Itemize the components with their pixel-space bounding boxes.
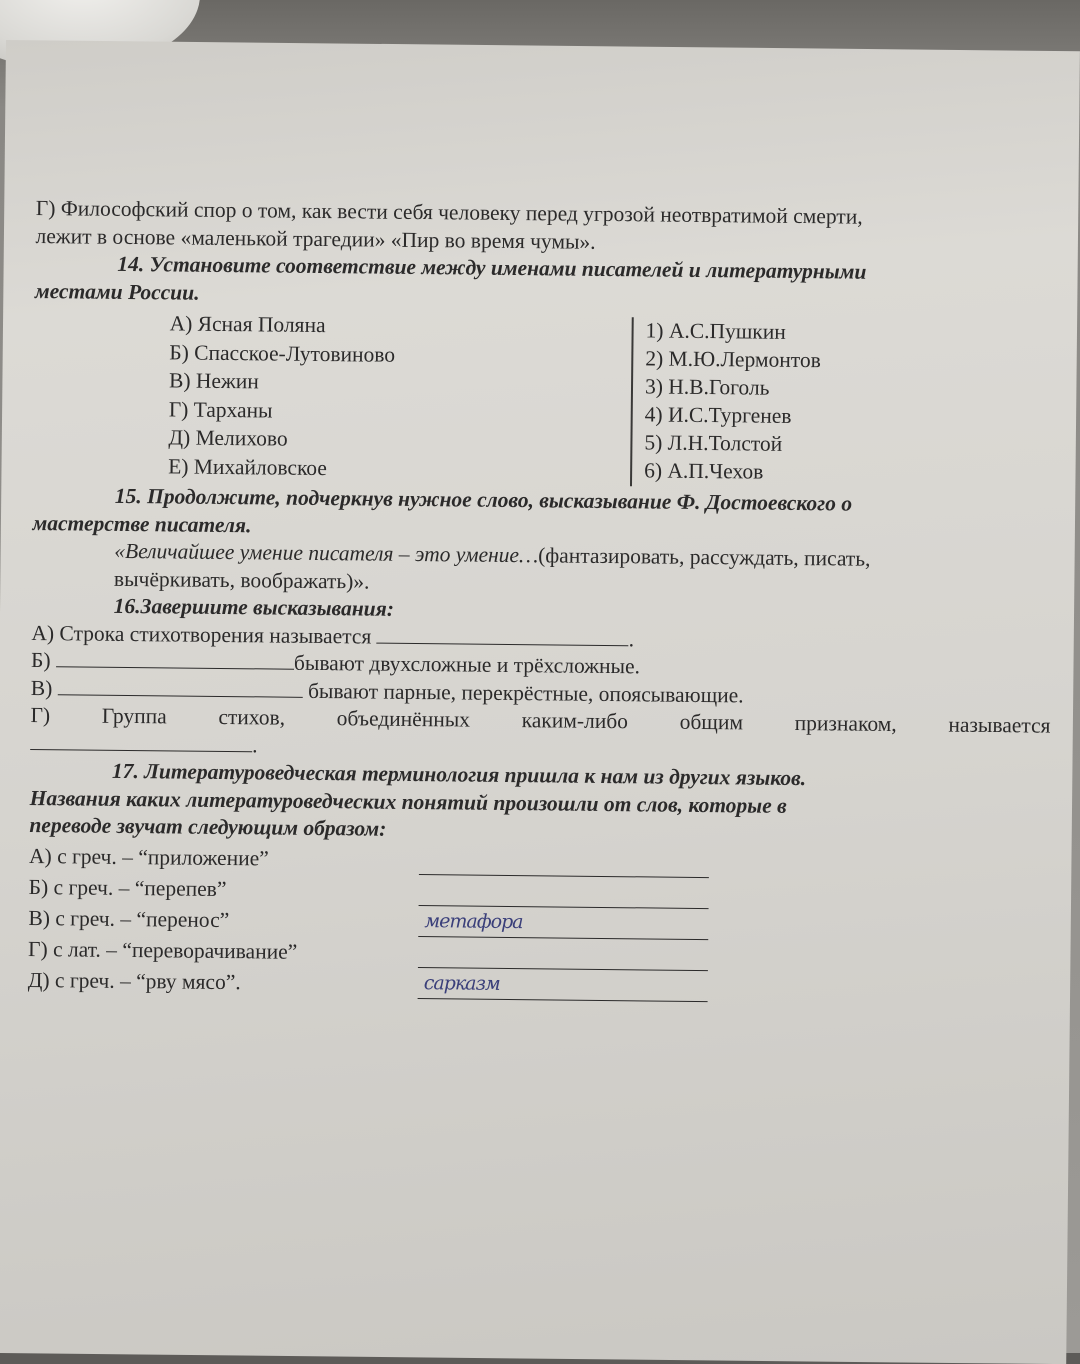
q16-g-answer-line[interactable] (30, 730, 252, 751)
q17-item-label: В) с греч. – “перенос” (28, 905, 230, 933)
q16-item-b-text: бывают двухсложные и трёхсложные. (293, 650, 641, 679)
q16-title: 16.Завершите высказывания: (113, 593, 395, 621)
intro-line-1: Г) Философский спор о том, как вести себя человеку перед угрозой неотвратимой смерти, (35, 195, 863, 229)
q17-answer-line[interactable] (419, 881, 709, 909)
q16-g-word: объединённых (336, 706, 471, 732)
q17-item-label: Б) с греч. – “перепев” (28, 874, 227, 902)
q17-items (28, 839, 1050, 1005)
q17-item-label: Г) с лат. – “переворачивание” (27, 936, 298, 964)
q17-title-line-2: Названия каких литературоведческих понятий произошли от слов, которые в (29, 785, 787, 818)
q16-item-v-text: бывают парные, перекрёстные, опоясывающие. (307, 678, 744, 707)
q16-g-word: называется (948, 712, 1051, 738)
q17-title-line-1: 17. Литературоведческая терминология пришла к нам из других языков. (111, 758, 807, 791)
q16-g-word: каким-либо (521, 708, 629, 734)
q15-quote-options: (фантазировать, рассуждать, писать, (538, 543, 871, 571)
q14-title-line-1: 14. Установите соответствие между именами писателей и литературными (117, 251, 867, 284)
q15-quote-start: «Величайшее умение писателя – это умение… (114, 538, 539, 568)
writer-item: 2) М.Ю.Лермонтов (645, 346, 821, 373)
q16-item-a-text: А) Строка стихотворения называется (31, 620, 372, 649)
q16-g-answer-row: . (30, 729, 1050, 767)
q16-item-v-prefix: В) (30, 675, 53, 700)
place-item: А) Ясная Поляна (169, 311, 326, 338)
q17-answer-line[interactable] (418, 974, 708, 1002)
writer-item: 6) А.П.Чехов (644, 458, 764, 484)
q16-g-word: общим (679, 709, 744, 735)
place-item: Д) Мелихово (168, 425, 288, 451)
worksheet-content (28, 195, 1056, 1005)
q16-g-word: Г) (30, 702, 51, 728)
handwritten-answer: метафора (424, 910, 523, 934)
place-item: Г) Тарханы (168, 396, 273, 422)
q16-item-a: А) Строка стихотворения называется . (31, 620, 635, 651)
q16-item-b-prefix: Б) (31, 647, 51, 673)
handwritten-answer: сарказм (423, 972, 500, 995)
q16-g-word: признаком, (794, 710, 897, 737)
q14-writers-column (630, 317, 821, 488)
place-item: Б) Спасское-Лутовиново (169, 339, 396, 367)
q17-title-line-3: переводе звучат следующим образом: (29, 812, 387, 841)
q15-title-line-1: 15. Продолжите, подчеркнув нужное слово, высказывание Ф. Достоевского о (114, 483, 853, 516)
intro-line-2: лежит в основе «маленькой трагедии» «Пир во время чумы». (35, 223, 596, 254)
q17-item-label: А) с греч. – “приложение” (28, 843, 269, 871)
q15-title-line-2: мастерстве писателя. (32, 510, 252, 537)
q16-a-answer-line[interactable] (377, 624, 629, 646)
q16-g-word: стихов, (218, 704, 286, 730)
q17-answer-line[interactable] (419, 850, 709, 878)
q15-quote-line-2: вычёркивать, воображать)». (113, 566, 370, 594)
place-item: В) Нежин (168, 368, 259, 394)
q17-item-label: Д) с греч. – “рву мясо”. (27, 967, 241, 995)
writer-item: 4) И.С.Тургенев (644, 402, 792, 428)
writer-item: 3) Н.В.Гоголь (644, 374, 770, 400)
q14-places-column (33, 309, 632, 486)
q14-title-line-2: местами России. (34, 278, 200, 305)
q14-matching-table (33, 309, 1055, 491)
q16-b-answer-line[interactable] (56, 648, 294, 669)
q17-answer-line[interactable] (418, 943, 708, 971)
q17-answer-line[interactable] (418, 912, 708, 940)
place-item: Е) Михайловское (168, 453, 328, 480)
q16-v-answer-line[interactable] (58, 676, 303, 698)
writer-item: 5) Л.Н.Толстой (644, 430, 783, 456)
writer-item: 1) А.С.Пушкин (645, 318, 786, 344)
q16-g-word: Группа (101, 703, 167, 729)
